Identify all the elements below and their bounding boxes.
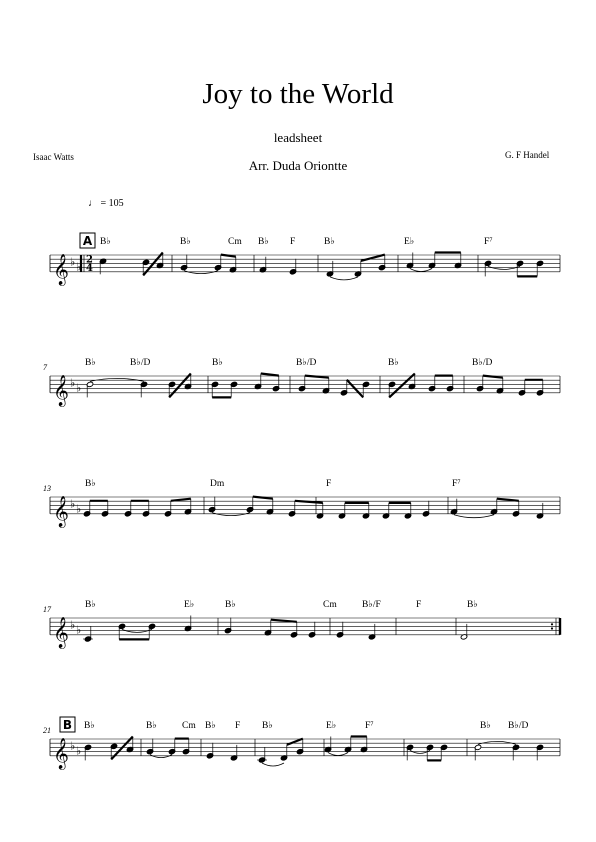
notes xyxy=(83,253,544,767)
chord-symbol: B♭ xyxy=(205,721,216,731)
treble-clef-icon: 𝄞 xyxy=(53,737,69,769)
chord-symbol: B♭ xyxy=(85,358,96,368)
tie xyxy=(330,277,358,280)
tie xyxy=(90,378,144,381)
tie xyxy=(454,515,494,518)
chord-symbol: B♭ xyxy=(262,721,273,731)
subtitle: leadsheet xyxy=(273,130,323,145)
staves xyxy=(50,253,560,770)
chord-symbol: F⁷ xyxy=(452,479,461,489)
chord-symbol: B♭ xyxy=(467,600,478,610)
chord-symbol: Cm xyxy=(228,237,242,247)
key-signature-flat: ♭ xyxy=(76,260,82,274)
chord-symbol: B♭/F xyxy=(362,600,381,610)
key-signature-flat: ♭ xyxy=(70,376,76,390)
key-signature-flat: ♭ xyxy=(70,618,76,632)
chord-symbol: Cm xyxy=(323,600,337,610)
composer-credit: G. F Handel xyxy=(505,150,550,160)
key-signature-flat: ♭ xyxy=(70,739,76,753)
chord-symbol: B♭ xyxy=(100,237,111,247)
time-signature-bottom: 4 xyxy=(86,262,93,274)
note-beam xyxy=(361,255,385,261)
rehearsal-mark: A xyxy=(82,234,93,248)
key-signature-flat: ♭ xyxy=(70,497,76,511)
measure-number: 17 xyxy=(43,605,51,614)
key-signature-flat: ♭ xyxy=(70,255,76,269)
chord-symbol: B♭ xyxy=(180,237,191,247)
repeat-dot xyxy=(551,623,553,625)
treble-clef-icon: 𝄞 xyxy=(53,616,69,648)
chord-symbol: Cm xyxy=(182,721,196,731)
chord-symbol: F xyxy=(416,600,422,610)
chord-symbol: B♭ xyxy=(480,721,491,731)
chord-symbol: Dm xyxy=(210,479,225,489)
staff-system xyxy=(50,495,560,528)
chord-symbol: B♭/D xyxy=(296,358,317,368)
chord-symbol: F⁷ xyxy=(484,237,493,247)
chord-symbol: B♭/D xyxy=(508,721,529,731)
note-beam xyxy=(497,499,519,501)
chord-symbol: F xyxy=(290,237,296,247)
measure-number: 13 xyxy=(43,484,51,493)
staff-system xyxy=(50,253,560,286)
chord-symbol: B♭ xyxy=(85,600,96,610)
key-signature-flat: ♭ xyxy=(76,744,82,758)
lyricist-credit: Isaac Watts xyxy=(33,152,74,162)
note-beam xyxy=(261,374,279,376)
time-signature-top: 2 xyxy=(86,254,93,266)
chord-symbol: B♭/D xyxy=(130,358,151,368)
treble-clef-icon: 𝄞 xyxy=(53,253,69,285)
chord-symbol: B♭ xyxy=(146,721,157,731)
repeat-dot xyxy=(551,627,553,629)
treble-clef-icon: 𝄞 xyxy=(53,374,69,406)
chord-symbol: F⁷ xyxy=(365,721,374,731)
key-signature-flat: ♭ xyxy=(76,381,82,395)
chord-symbol: E♭ xyxy=(184,600,195,610)
chord-symbol: B♭ xyxy=(388,358,399,368)
labels xyxy=(43,233,528,735)
treble-clef-icon: 𝄞 xyxy=(53,495,69,527)
staff-system xyxy=(50,616,560,649)
rehearsal-mark: B xyxy=(62,718,73,732)
tie xyxy=(262,763,284,766)
chord-symbol: B♭ xyxy=(258,237,269,247)
chord-symbol: E♭ xyxy=(404,237,415,247)
note-beam xyxy=(171,499,191,501)
key-signature-flat: ♭ xyxy=(76,623,82,637)
chord-symbol: E♭ xyxy=(326,721,337,731)
chord-symbol: B♭ xyxy=(212,358,223,368)
chord-symbol: B♭ xyxy=(84,721,95,731)
chord-symbol: B♭/D xyxy=(472,358,493,368)
note-beam xyxy=(287,739,303,745)
note-beam xyxy=(271,620,297,622)
tie xyxy=(122,629,152,632)
tie xyxy=(410,269,432,272)
chord-symbol: B♭ xyxy=(225,600,236,610)
measure-number: 7 xyxy=(43,363,47,372)
chord-symbol: F xyxy=(326,479,332,489)
page-title: Joy to the World xyxy=(202,78,394,110)
arranger-credit: Arr. Duda Oriontte xyxy=(248,158,348,173)
key-signature-flat: ♭ xyxy=(76,502,82,516)
chord-symbol: F xyxy=(235,721,241,731)
measure-number: 21 xyxy=(43,726,51,735)
chord-symbol: B♭ xyxy=(324,237,335,247)
chord-symbol: B♭ xyxy=(85,479,96,489)
tie xyxy=(328,753,348,756)
tempo-marking: ♩ = 105 xyxy=(88,198,124,209)
tie xyxy=(184,271,218,274)
